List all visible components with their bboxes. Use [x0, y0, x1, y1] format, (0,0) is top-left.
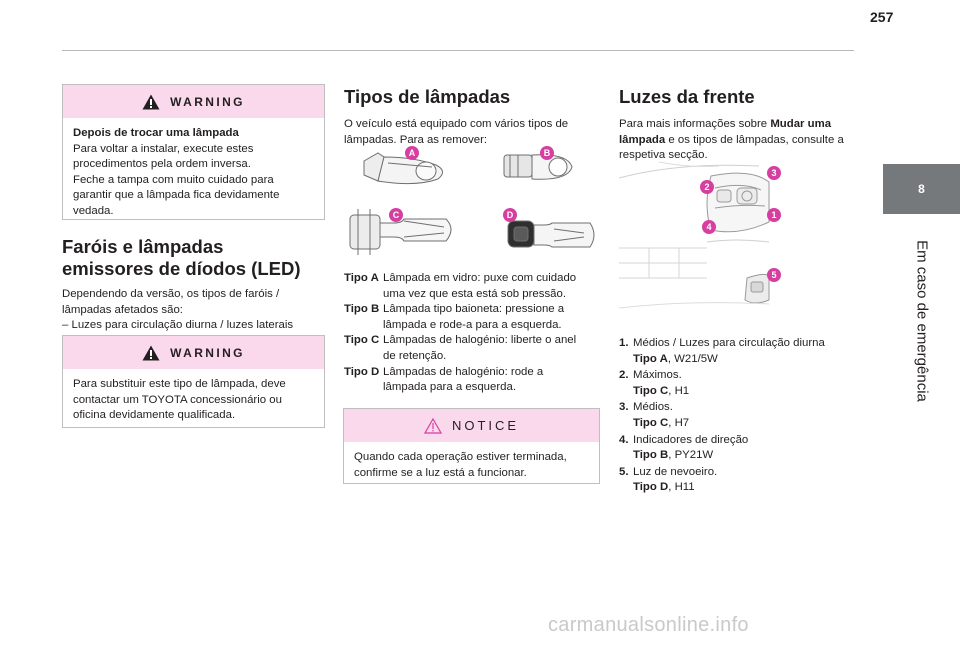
page-number: 257 — [870, 9, 894, 25]
callout-4: 4 — [702, 220, 716, 234]
bulb-type-desc: Lâmpada tipo baioneta: pressione a — [383, 303, 565, 316]
front-lights-intro: respetiva secção. — [619, 149, 708, 162]
bulb-type-desc: de retenção. — [383, 349, 447, 362]
bulb-type-desc: lâmpada para a esquerda. — [383, 381, 516, 394]
front-lights-intro — [619, 117, 869, 133]
warning-box-led — [62, 335, 325, 428]
warning-icon — [142, 94, 160, 110]
header-divider — [62, 50, 854, 51]
led-text-line: lâmpadas afetados são: — [62, 303, 183, 316]
warning-line: Para voltar a instalar, execute estes — [73, 142, 254, 155]
front-lights-intro — [619, 133, 869, 149]
warning-title: WARNING — [170, 94, 245, 109]
bulb-type-desc: Lâmpada em vidro: puxe com cuidado — [383, 272, 577, 284]
item-type: Tipo D — [633, 481, 669, 494]
item-number: 4. — [619, 433, 629, 446]
warning-line: Para substituir este tipo de lâmpada, deve — [73, 378, 286, 390]
bulb-type-desc: Lâmpadas de halogénio: rode a — [383, 365, 544, 378]
notice-line: Quando cada operação estiver terminada, — [354, 451, 567, 463]
warning-box-replace — [62, 84, 325, 220]
notice-header — [344, 409, 599, 442]
bulb-type-key: Tipo B — [344, 303, 380, 316]
bulb-label-d: D — [503, 208, 517, 222]
callout-3: 3 — [767, 166, 781, 180]
warning-line: Feche a tampa com muito cuidado para — [73, 173, 274, 186]
warning-line: vedada. — [73, 204, 114, 217]
bulb-a-image — [364, 153, 443, 184]
item-number: 5. — [619, 465, 629, 478]
item-spec: , PY21W — [668, 449, 714, 462]
warning-header — [63, 85, 324, 118]
warning-title: WARNING — [170, 345, 245, 360]
bulb-b-image — [504, 155, 572, 180]
led-heading-line2: emissores de díodos (LED) — [62, 258, 301, 279]
bulb-type-desc: lâmpada e rode-a para a esquerda. — [383, 318, 562, 331]
callout-5: 5 — [767, 268, 781, 282]
front-lights-section — [619, 86, 869, 164]
bulb-type-desc: Lâmpadas de halogénio: liberte o anel — [383, 334, 577, 347]
item-spec: , W21/5W — [667, 352, 718, 365]
bulb-type-item — [344, 271, 600, 302]
intro-link-text: lâmpada — [619, 133, 666, 146]
bulb-types-illustration — [344, 143, 600, 261]
notice-title: NOTICE — [451, 418, 520, 433]
bulb-label-b: B — [540, 146, 554, 160]
intro-text: Para mais informações sobre — [619, 118, 771, 130]
watermark: carmanualsonline.info — [548, 614, 749, 636]
bulb-types-heading: Tipos de lâmpadas — [344, 86, 511, 107]
warning-line: procedimentos pela ordem inversa. — [73, 158, 251, 171]
bulb-types-section — [344, 86, 600, 148]
intro-link-text: Mudar uma — [770, 118, 832, 130]
bulb-label-a: A — [405, 146, 419, 160]
front-lights-list — [619, 336, 869, 497]
callout-1: 1 — [767, 208, 781, 222]
led-text-line: – Luzes para circulação diurna / luzes laterais — [62, 319, 294, 332]
item-number: 2. — [619, 369, 629, 382]
chapter-tab-label: Em caso de emergência — [913, 240, 930, 402]
led-heading-line1: Faróis e lâmpadas — [62, 236, 224, 257]
warning-body — [63, 369, 324, 432]
bulb-type-item — [344, 365, 600, 396]
warning-body — [63, 118, 324, 228]
bulb-label-c: C — [389, 208, 403, 222]
led-section — [62, 236, 332, 334]
warning-header — [63, 336, 324, 369]
item-title: Máximos. — [633, 369, 682, 382]
item-title: Indicadores de direção — [633, 433, 749, 446]
front-light-item — [619, 433, 869, 464]
item-title: Médios / Luzes para circulação diurna — [633, 337, 825, 349]
bulb-type-item — [344, 302, 600, 333]
item-type: Tipo A — [633, 352, 668, 365]
bulb-type-item — [344, 333, 600, 364]
bulb-d-image — [508, 221, 594, 247]
front-light-item — [619, 368, 869, 399]
notice-icon — [424, 418, 442, 434]
item-spec: , H1 — [668, 384, 690, 397]
front-lights-heading: Luzes da frente — [619, 86, 755, 107]
warning-icon — [142, 345, 160, 361]
item-number: 3. — [619, 401, 629, 414]
callout-2: 2 — [700, 180, 714, 194]
bulb-types-intro: O veículo está equipado com vários tipos de — [344, 118, 569, 130]
item-number: 1. — [619, 337, 629, 349]
item-spec: , H7 — [668, 416, 690, 429]
item-type: Tipo B — [633, 449, 669, 462]
notice-body — [344, 442, 599, 489]
bulb-type-key: Tipo A — [344, 272, 379, 284]
warning-line: contactar um TOYOTA concessionário ou — [73, 393, 282, 406]
bulb-type-key: Tipo D — [344, 365, 380, 378]
warning-bold-line: Depois de trocar uma lâmpada — [73, 127, 239, 139]
item-title: Médios. — [633, 401, 673, 414]
item-title: Luz de nevoeiro. — [633, 465, 718, 478]
front-light-item — [619, 400, 869, 431]
chapter-tab — [883, 216, 960, 426]
bulb-types-intro: lâmpadas. Para as remover: — [344, 133, 488, 146]
intro-text: e os tipos de lâmpadas, consulte a — [665, 133, 844, 146]
front-light-item — [619, 336, 869, 367]
led-text-line: Dependendo da versão, os tipos de faróis / — [62, 288, 280, 300]
front-car-illustration — [619, 158, 771, 316]
warning-line: garantir que a lâmpada fica devidamente — [73, 189, 280, 202]
notice-box — [343, 408, 600, 484]
bulb-type-list — [344, 271, 600, 396]
notice-line: confirme se a luz está a funcionar. — [354, 466, 527, 479]
chapter-tab-number: 8 — [883, 164, 960, 214]
bulb-type-desc: uma vez que esta está sob pressão. — [383, 287, 566, 300]
item-type: Tipo C — [633, 416, 669, 429]
bulb-type-key: Tipo C — [344, 334, 380, 347]
warning-line: oficina devidamente qualificada. — [73, 409, 236, 422]
item-type: Tipo C — [633, 384, 669, 397]
item-spec: , H11 — [668, 481, 695, 494]
front-light-item — [619, 465, 869, 496]
